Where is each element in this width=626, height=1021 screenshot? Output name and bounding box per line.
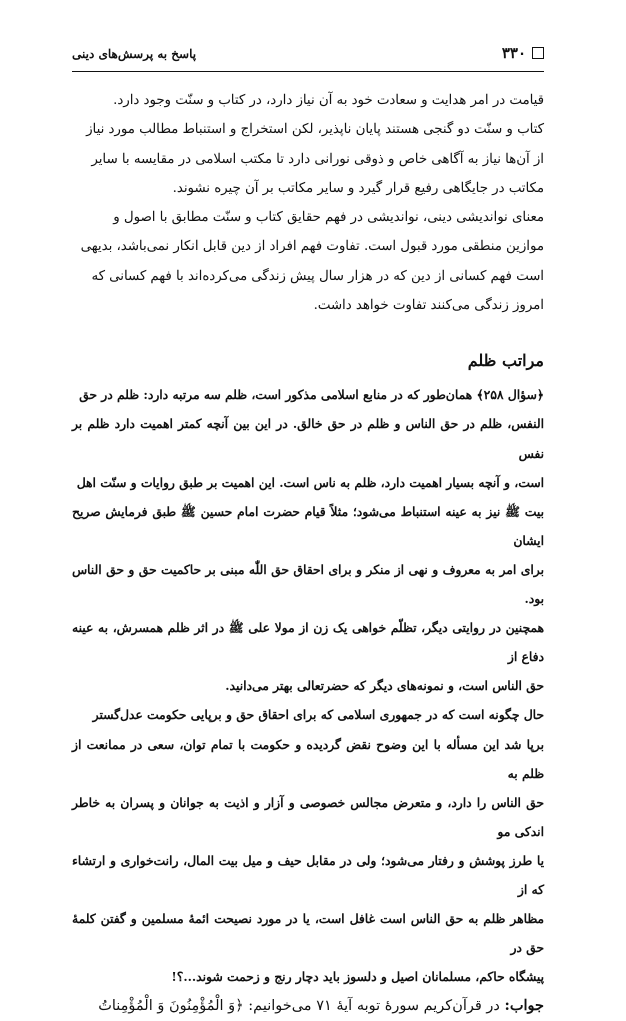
page-number-text: ۳۳۰ (501, 44, 526, 62)
question-line: برای امر به معروف و نهی از منکر و برای احقاق حق اللّٰه مبنی بر حاکمیت حق و حق الناس بود. (72, 561, 544, 607)
intro-paragraph (72, 86, 544, 320)
text-line: قیامت در امر هدایت و سعادت خود به آن نیاز دارد، در کتاب و سنّت وجود دارد. (113, 93, 544, 108)
text-line: کتاب و سنّت دو گنجی هستند پایان ناپذیر، لکن استخراج و استنباط مطالب مورد نیاز (86, 122, 544, 138)
page-number (502, 44, 544, 62)
question-line: برپا شد این مسأله با این وضوح نقض گردیده و حکومت با تمام توان، سعی در ممانعت از ظلم به (72, 736, 544, 781)
square-bullet-icon (532, 47, 544, 59)
answer-text: در قرآن‌کریم سورهٔ توبه آیهٔ ۷۱ می‌خوانیم: ﴿وَ الْمُؤْمِنُونَ وَ الْمُؤْمِناتُ (98, 998, 505, 1015)
text-line: موازین منطقی مورد قبول است. تفاوت فهم افراد از دین قابل انکار نمی‌باشد، بدیهی (80, 239, 544, 255)
text-line: معنای نواندیشی دینی، نواندیشی در فهم حقایق کتاب و سنّت مطابق با اصول و (113, 210, 544, 226)
header-rule (72, 71, 544, 72)
question-line: حق الناس را دارد، و متعرض مجالس خصوصی و آزار و اذیت به جوانان و پسران به خاطر اندکی مو (72, 794, 544, 839)
question-line: همچنین در روایتی دیگر، تظلّم خواهی یک زن از مولا علی ﷺ در اثر ظلم همسرش، به عینه دفاع از (72, 620, 544, 665)
question-line: بیت ﷺ نیز به عینه استنباط می‌شود؛ مثلاً قیام حضرت امام حسین ﷺ طبق فرمایش صریح ایشان (72, 503, 544, 548)
page-header (72, 42, 544, 68)
question-line: حال چگونه است که در جمهوری اسلامی که برای احقاق حق و برپایی حکومت عدل‌گستر (92, 707, 544, 723)
question-line: یا طرز پوشش و رفتار می‌شود؛ ولی در مقابل حیف و میل بیت المال، رانت‌خواری و ارتشاء که از (72, 852, 544, 897)
text-line: است فهم کسانی از دین که در هزار سال پیش زندگی می‌کرده‌اند با فهم کسانی که (91, 268, 544, 284)
answer-paragraph (72, 991, 544, 1021)
question-line: حق الناس است، و نمونه‌های دیگر که حضرتعالی بهتر می‌دانید. (225, 678, 544, 694)
question-line: ﴿سؤال ۲۵۸﴾ همان‌طور که در منابع اسلامی مذکور است، ظلم سه مرتبه دارد: ظلم در حق (79, 387, 544, 403)
question-line: پیشگاه حاکم، مسلمانان اصیل و دلسوز باید دچار رنج و زحمت شوند...؟! (171, 969, 544, 985)
question-line: است، و آنچه بسیار اهمیت دارد، ظلم به ناس است. این اهمیت بر طبق روایات و سنّت اهل (76, 474, 544, 490)
text-line: مکاتب در جایگاهی رفیع قرار گیرد و سایر مکاتب بر آن چیره نشوند. (172, 180, 544, 196)
section-heading: مراتب ظلم (467, 351, 544, 371)
page-body (72, 86, 544, 1021)
question-line: النفس، ظلم در حق الناس و ظلم در حق خالق. در این بین آنچه کمتر اهمیت دارد ظلم بر نفس (72, 416, 544, 461)
running-title: پاسخ به پرسش‌های دینی (72, 47, 197, 61)
text-line: امروز زندگی می‌کنند تفاوت خواهد داشت. (313, 298, 544, 314)
answer-label: جواب: (504, 997, 544, 1015)
question-paragraph (72, 380, 544, 991)
text-line: از آن‌ها نیاز به آگاهی خاص و ذوقی نورانی دارد تا مکتب اسلامی در مقایسه با سایر (91, 151, 544, 167)
question-line: مظاهر ظلم به حق الناس است غافل است، یا در مورد نصیحت ائمهٔ مسلمین و گفتن کلمهٔ حق در (72, 911, 544, 956)
